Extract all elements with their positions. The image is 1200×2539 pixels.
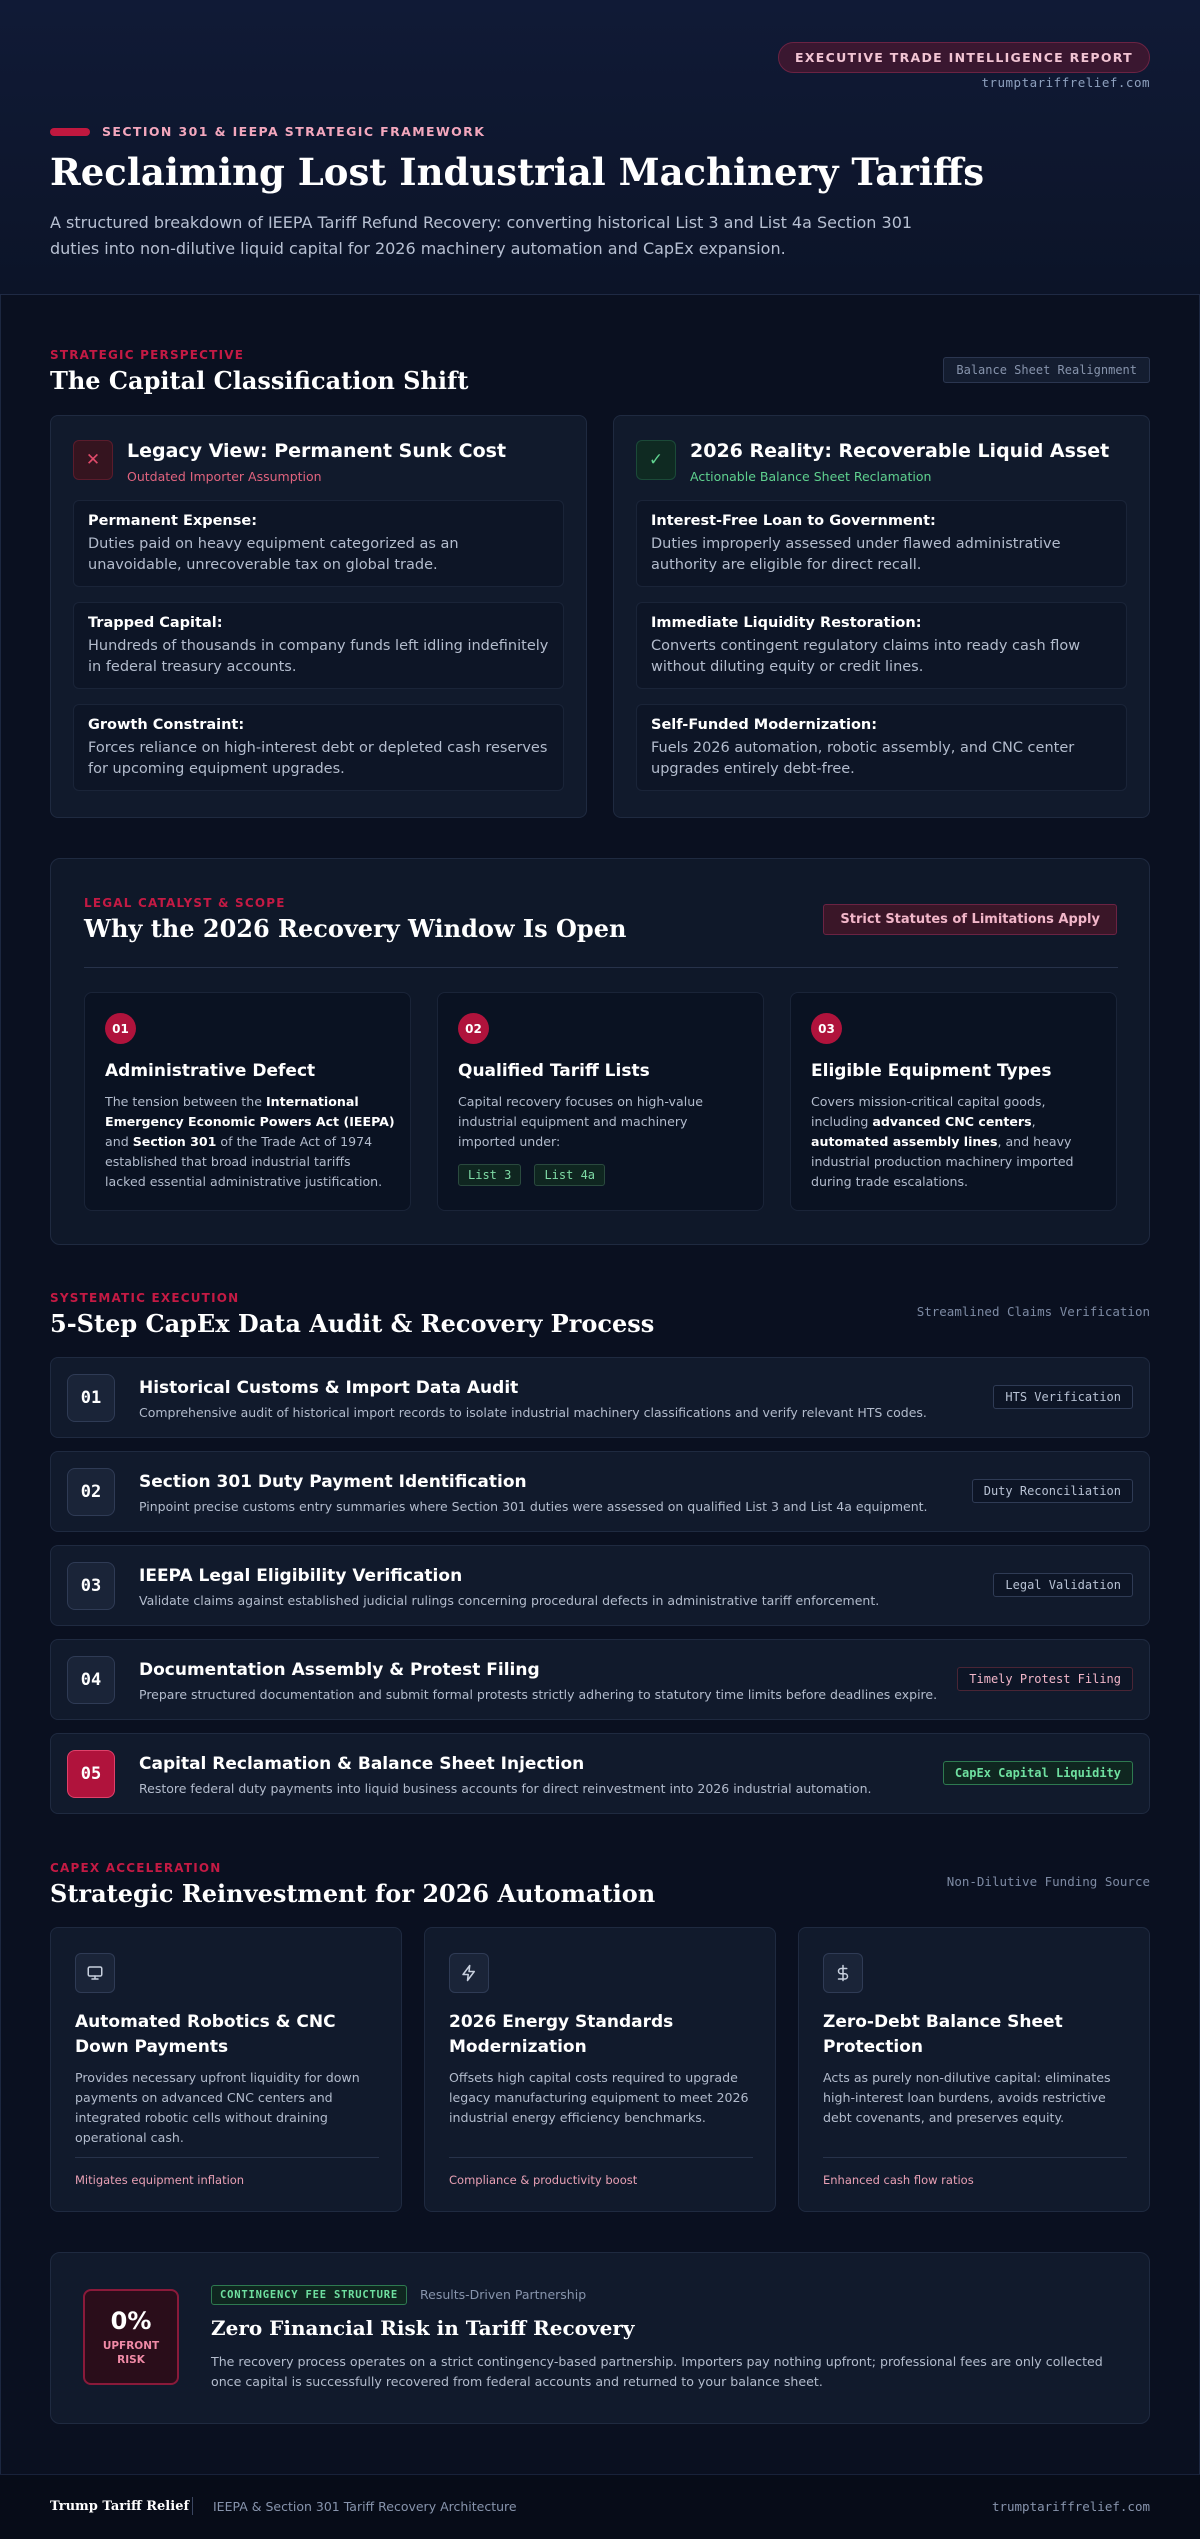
step-title: Capital Reclamation & Balance Sheet Injection	[139, 1754, 585, 1774]
reality-item	[636, 602, 1127, 689]
statute-warning-badge: Strict Statutes of Limitations Apply	[823, 904, 1117, 935]
process-title: 5-Step CapEx Data Audit & Recovery Process	[50, 1309, 655, 1338]
contingency-fee-badge: CONTINGENCY FEE STRUCTURE	[211, 2285, 407, 2305]
number-badge: 01	[105, 1013, 136, 1044]
tariff-list-tags	[458, 1164, 613, 1186]
step-number: 02	[67, 1468, 115, 1516]
reality-item-text: Fuels 2026 automation, robotic assembly, and CNC center upgrades entirely debt-free.	[651, 740, 1075, 777]
capex-card-robotics	[50, 1927, 402, 2212]
hero-eyebrow	[50, 124, 485, 139]
page-subtitle: A structured breakdown of IEEPA Tariff Refund Recovery: converting historical List 3 and List 4a Section 301 duties into non-dilutive liquid capital for 2026 machinery automation and CapEx expansion.	[50, 213, 913, 258]
lightning-icon	[449, 1953, 489, 1993]
step-description: Prepare structured documentation and submit formal protests strictly adhering to statutory time limits before deadlines expire.	[139, 1687, 938, 1702]
legacy-item-text: Duties paid on heavy equipment categorized as an unavoidable, unrecoverable tax on global trade.	[88, 536, 459, 573]
legal-card-administrative-defect	[84, 992, 411, 1211]
reality-item	[636, 500, 1127, 587]
list-4a-tag: List 4a	[534, 1164, 605, 1186]
legal-card-title: Administrative Defect	[105, 1061, 316, 1081]
hero-eyebrow-text: SECTION 301 & IEEPA STRATEGIC FRAMEWORK	[102, 124, 486, 139]
capex-card-footnote: Compliance & productivity boost	[449, 2173, 638, 2187]
legacy-card-subtitle: Outdated Importer Assumption	[127, 469, 322, 484]
divider	[823, 2157, 1127, 2158]
legacy-item-title: Trapped Capital:	[88, 615, 223, 631]
capex-tag: Non-Dilutive Funding Source	[946, 1874, 1150, 1889]
divider	[75, 2157, 379, 2158]
legacy-item-text: Hundreds of thousands in company funds left idling indefinitely in federal treasury accounts.	[88, 638, 549, 675]
check-icon: ✓	[636, 440, 676, 480]
monitor-icon	[75, 1953, 115, 1993]
step-number: 05	[67, 1750, 115, 1798]
upfront-risk-badge	[83, 2289, 179, 2385]
step-tag: Legal Validation	[993, 1573, 1133, 1597]
risk-text: The recovery process operates on a strict contingency-based partnership. Importers pay nothing upfront; professional fees are only collected once capital is successfully recovered from federal accounts and returned to your balance sheet.	[211, 2354, 1103, 2389]
capex-card-title: 2026 Energy Standards Modernization	[449, 2012, 674, 2057]
legacy-card-title: Legacy View: Permanent Sunk Cost	[127, 440, 507, 462]
process-step	[50, 1639, 1150, 1720]
classification-title: The Capital Classification Shift	[50, 366, 469, 395]
site-url[interactable]: trumptariffrelief.com	[981, 75, 1150, 90]
legal-eyebrow: LEGAL CATALYST & SCOPE	[84, 896, 286, 910]
step-tag: Timely Protest Filing	[957, 1667, 1133, 1691]
legal-catalyst-panel	[50, 858, 1150, 1245]
step-title: Documentation Assembly & Protest Filing	[139, 1660, 540, 1680]
step-tag: HTS Verification	[993, 1385, 1133, 1409]
capex-card-title: Automated Robotics & CNC Down Payments	[75, 2012, 336, 2057]
step-title: Historical Customs & Import Data Audit	[139, 1378, 519, 1398]
process-step-final	[50, 1733, 1150, 1814]
process-step	[50, 1451, 1150, 1532]
x-icon: ✕	[73, 440, 113, 480]
risk-value: 0%	[110, 2307, 152, 2335]
reality-card-title: 2026 Reality: Recoverable Liquid Asset	[690, 440, 1110, 462]
footer	[0, 2474, 1200, 2539]
legacy-item-title: Growth Constraint:	[88, 717, 245, 733]
classification-tag: Balance Sheet Realignment	[943, 357, 1150, 383]
capex-card-title: Zero-Debt Balance Sheet Protection	[823, 2012, 1063, 2057]
process-step	[50, 1357, 1150, 1438]
legal-title: Why the 2026 Recovery Window Is Open	[84, 914, 627, 943]
legal-card-title: Eligible Equipment Types	[811, 1061, 1052, 1081]
legacy-item	[73, 500, 564, 587]
legacy-item-text: Forces reliance on high-interest debt or depleted cash reserves for upcoming equipment upgrades.	[88, 740, 548, 777]
process-tag: Streamlined Claims Verification	[916, 1304, 1150, 1319]
legal-card-title: Qualified Tariff Lists	[458, 1061, 650, 1081]
legacy-item	[73, 602, 564, 689]
reality-card-subtitle: Actionable Balance Sheet Reclamation	[690, 469, 932, 484]
legacy-item	[73, 704, 564, 791]
number-badge: 03	[811, 1013, 842, 1044]
step-description: Pinpoint precise customs entry summaries where Section 301 duties were assessed on qualified List 3 and List 4a equipment.	[139, 1499, 928, 1514]
step-tag: Duty Reconciliation	[972, 1479, 1133, 1503]
step-description: Validate claims against established judicial rulings concerning procedural defects in administrative tariff enforcement.	[139, 1593, 880, 1608]
reality-item-title: Self-Funded Modernization:	[651, 717, 878, 733]
legal-card-qualified-lists	[437, 992, 764, 1211]
step-number: 04	[67, 1656, 115, 1704]
classification-eyebrow: STRATEGIC PERSPECTIVE	[50, 348, 245, 362]
legal-card-text: The tension between the International Emergency Economic Powers Act (IEEPA) and Section 301 of the Trade Act of 1974 established that broad industrial tariffs lacked essential administrative justification.	[105, 1094, 395, 1189]
report-label-badge: EXECUTIVE TRADE INTELLIGENCE REPORT	[778, 42, 1150, 73]
number-badge: 02	[458, 1013, 489, 1044]
reality-item-title: Interest-Free Loan to Government:	[651, 513, 936, 529]
eyebrow-accent-bar	[50, 128, 90, 136]
capex-card-footnote: Enhanced cash flow ratios	[823, 2173, 974, 2187]
step-number: 01	[67, 1374, 115, 1422]
legacy-view-card	[50, 415, 587, 818]
legal-card-text: Capital recovery focuses on high-value industrial equipment and machinery imported under:	[458, 1094, 703, 1149]
list-3-tag: List 3	[458, 1164, 521, 1186]
zero-risk-panel	[50, 2252, 1150, 2424]
hero-header	[0, 0, 1200, 295]
risk-label: UPFRONT RISK	[102, 2340, 160, 2366]
capex-card-text: Provides necessary upfront liquidity for down payments on advanced CNC centers and integrated robotic cells without draining operational cash.	[75, 2070, 360, 2145]
footer-separator	[192, 2497, 193, 2515]
footer-brand: Trump Tariff Relief	[50, 2499, 190, 2514]
step-title: IEEPA Legal Eligibility Verification	[139, 1566, 463, 1586]
step-description: Comprehensive audit of historical import records to isolate industrial machinery classifications and verify relevant HTS codes.	[139, 1405, 927, 1420]
reality-view-card	[613, 415, 1150, 818]
step-title: Section 301 Duty Payment Identification	[139, 1472, 527, 1492]
capex-eyebrow: CAPEX ACCELERATION	[50, 1861, 222, 1875]
reality-item	[636, 704, 1127, 791]
risk-title: Zero Financial Risk in Tariff Recovery	[211, 2316, 635, 2340]
capex-card-footnote: Mitigates equipment inflation	[75, 2173, 245, 2187]
process-step	[50, 1545, 1150, 1626]
divider	[84, 967, 1118, 968]
legacy-item-title: Permanent Expense:	[88, 513, 258, 529]
legal-card-equipment-types	[790, 992, 1117, 1211]
divider	[449, 2157, 753, 2158]
reality-item-text: Converts contingent regulatory claims into ready cash flow without diluting equity or credit lines.	[651, 638, 1081, 675]
reality-item-title: Immediate Liquidity Restoration:	[651, 615, 922, 631]
legal-card-text: Covers mission-critical capital goods, including advanced CNC centers, automated assembly lines, and heavy industrial production machinery imported during trade escalations.	[811, 1094, 1074, 1189]
capex-card-text: Acts as purely non-dilutive capital: eliminates high-interest loan burdens, avoids restrictive debt covenants, and preserves equity.	[823, 2070, 1111, 2125]
process-eyebrow: SYSTEMATIC EXECUTION	[50, 1291, 240, 1305]
step-tag: CapEx Capital Liquidity	[943, 1761, 1133, 1785]
capex-card-text: Offsets high capital costs required to upgrade legacy manufacturing equipment to meet 2026 industrial energy efficiency benchmarks.	[449, 2070, 749, 2125]
page-title: Reclaiming Lost Industrial Machinery Tariffs	[50, 150, 985, 194]
capex-card-energy	[424, 1927, 776, 2212]
step-description: Restore federal duty payments into liquid business accounts for direct reinvestment into 2026 industrial automation.	[139, 1781, 872, 1796]
dollar-icon	[823, 1953, 863, 1993]
footer-url[interactable]: trumptariffrelief.com	[991, 2499, 1150, 2514]
partnership-label: Results-Driven Partnership	[420, 2287, 587, 2302]
step-number: 03	[67, 1562, 115, 1610]
capex-card-zero-debt	[798, 1927, 1150, 2212]
footer-note: IEEPA & Section 301 Tariff Recovery Architecture	[213, 2499, 517, 2514]
capex-title: Strategic Reinvestment for 2026 Automation	[50, 1879, 656, 1908]
reality-item-text: Duties improperly assessed under flawed administrative authority are eligible for direct recall.	[651, 536, 1061, 573]
